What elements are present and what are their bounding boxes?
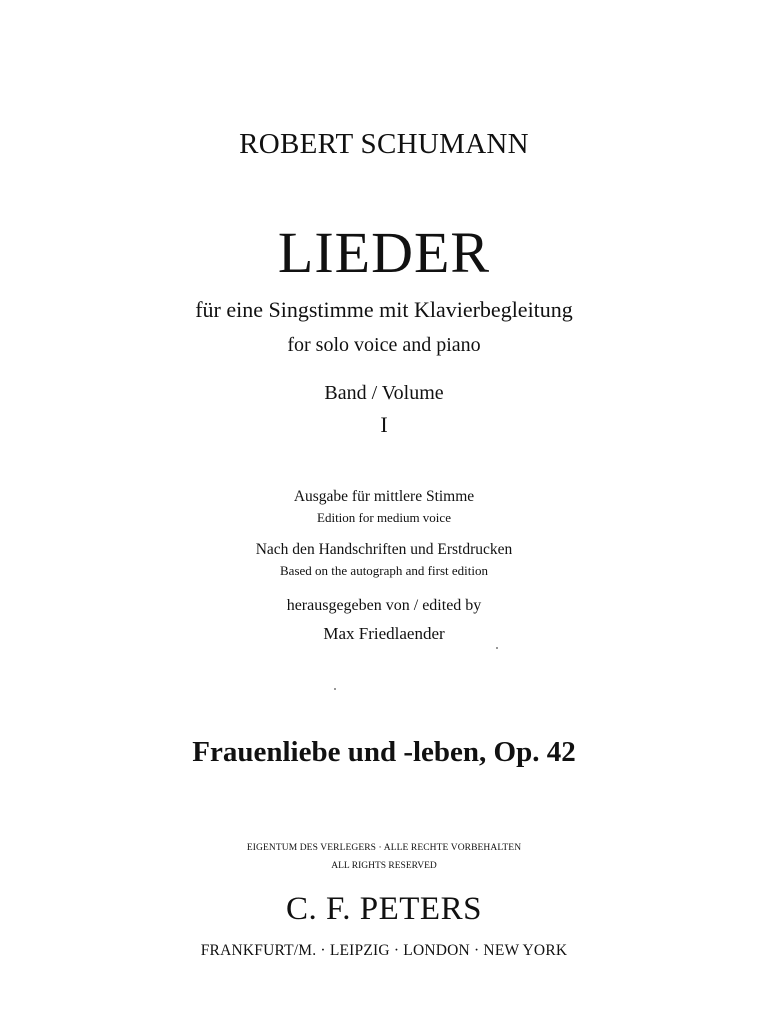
volume-number: I [380, 412, 388, 437]
source-english: Based on the autograph and first edition [280, 563, 488, 578]
scan-speck [496, 647, 498, 649]
source-german: Nach den Handschriften und Erstdrucken [255, 541, 513, 558]
composer-name: ROBERT SCHUMANN [239, 128, 529, 160]
scan-speck [334, 688, 336, 690]
rights-notice-english: ALL RIGHTS RESERVED [331, 861, 437, 871]
editor-name: Max Friedlaender [323, 624, 445, 643]
work-title: Frauenliebe und -leben, Op. 42 [192, 736, 576, 768]
edition-german: Ausgabe für mittlere Stimme [293, 488, 475, 505]
collection-title: LIEDER [277, 220, 491, 285]
editor-label: herausgegeben von / edited by [286, 597, 482, 614]
publisher-name: C. F. PETERS [286, 891, 482, 927]
rights-notice-german: EIGENTUM DES VERLEGERS · ALLE RECHTE VORBEHALTEN [246, 843, 522, 853]
subtitle-german: für eine Singstimme mit Klavierbegleitung [195, 297, 573, 322]
edition-english: Edition for medium voice [317, 510, 451, 525]
publisher-cities: FRANKFURT/M. · LEIPZIG · LONDON · NEW YORK [200, 942, 568, 959]
volume-label: Band / Volume [324, 382, 444, 404]
subtitle-english: for solo voice and piano [287, 334, 481, 356]
